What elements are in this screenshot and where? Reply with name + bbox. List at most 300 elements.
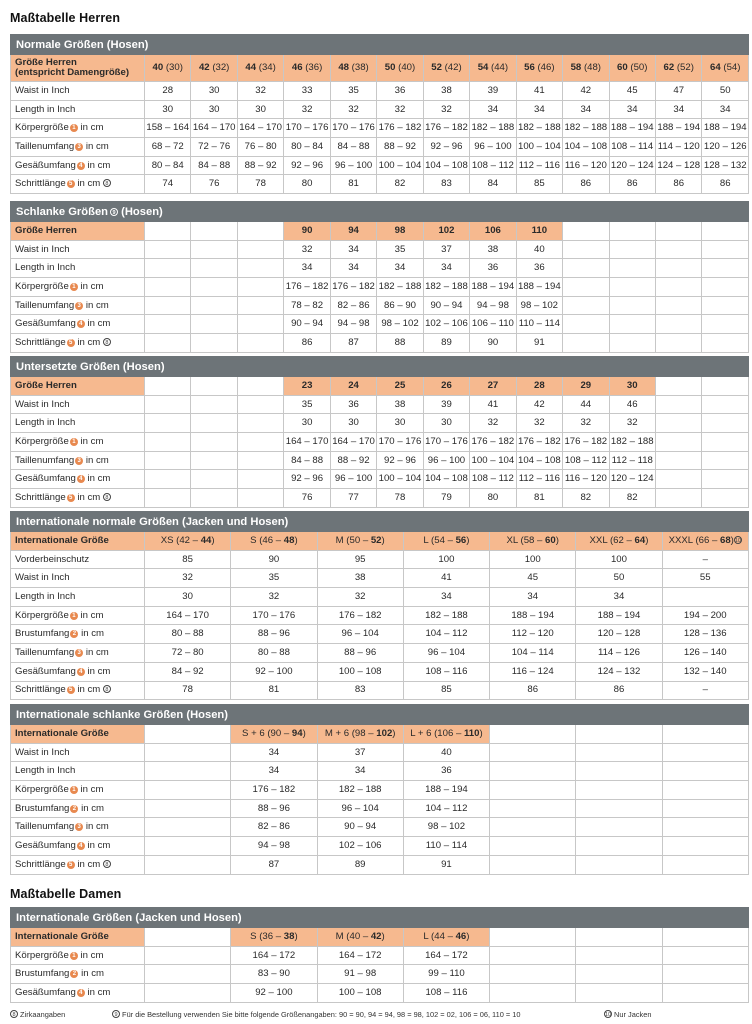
size-suffix: )	[645, 534, 649, 546]
table-cell: 176 – 182	[470, 433, 516, 452]
footnote-ring-icon: 8	[103, 179, 111, 187]
table-cell: 41	[516, 82, 562, 101]
footnote-jackets-only	[604, 1010, 651, 1019]
table-cell: 84 – 88	[284, 451, 330, 470]
row-label-text: Körpergröße	[15, 280, 69, 292]
size-women-equivalent: (46)	[537, 62, 555, 73]
table-cell: 34	[330, 240, 376, 259]
size-header-label-line1: Größe Herren	[15, 57, 77, 68]
table-cell: 188 – 194	[609, 119, 655, 138]
table-cell	[145, 296, 191, 315]
table-cell: 35	[284, 395, 330, 414]
table-cell: 112 – 116	[516, 156, 562, 175]
table-cell: 86	[655, 175, 701, 194]
size-suffix: )	[294, 534, 298, 546]
section-title	[11, 512, 749, 532]
table-cell	[145, 259, 191, 278]
table-cell: 35	[231, 569, 317, 588]
row-label-text: Waist in Inch	[15, 746, 70, 758]
table-row	[11, 855, 749, 874]
size-header-cell	[576, 725, 662, 744]
table-cell	[662, 837, 748, 856]
table-cell: 44	[563, 395, 609, 414]
table-cell: 92 – 96	[377, 451, 423, 470]
table-cell	[191, 414, 237, 433]
row-label	[11, 588, 145, 607]
table-cell	[702, 240, 749, 259]
table-cell: 128 – 132	[702, 156, 749, 175]
row-unit-text: in cm	[84, 839, 111, 851]
table-cell: 94 – 98	[330, 315, 376, 334]
size-suffix: )	[211, 534, 215, 546]
footnote-marker-icon: 2	[70, 630, 78, 638]
table-cell	[145, 743, 231, 762]
row-label-text: Waist in Inch	[15, 84, 70, 96]
size-header-cell	[403, 532, 489, 551]
row-label-text: Brustumfang	[15, 968, 70, 980]
footnote-marker-icon: 4	[77, 320, 85, 328]
table-cell: 112 – 118	[609, 451, 655, 470]
row-label-text: Schrittlänge	[15, 491, 66, 503]
row-unit-text: in cm	[83, 299, 109, 311]
size-header-cell	[662, 532, 748, 551]
table-cell: 83	[317, 681, 403, 700]
women-size-chart-title: Maßtabelle Damen	[10, 887, 122, 901]
table-cell: 104 – 108	[423, 470, 469, 489]
footnote-marker-icon: 5	[67, 494, 75, 502]
table-cell: 164 – 172	[403, 946, 489, 965]
section-title-text: Internationale normale Größen (Jacken und Hosen)	[16, 515, 289, 528]
table-cell: 30	[284, 414, 330, 433]
table-cell: 100 – 108	[317, 984, 403, 1003]
table-cell: 74	[145, 175, 191, 194]
table-cell	[191, 433, 237, 452]
table-cell	[655, 278, 701, 297]
footnote-marker-icon: 1	[70, 124, 78, 132]
footnote-marker-icon: 2	[70, 805, 78, 813]
table-row	[11, 470, 749, 489]
table-cell: 164 – 170	[330, 433, 376, 452]
size-header-cell	[145, 55, 191, 82]
table-cell: 102 – 106	[423, 315, 469, 334]
row-unit-text: in cm	[74, 491, 101, 503]
table-cell	[145, 278, 191, 297]
row-label	[11, 606, 145, 625]
table-cell	[702, 334, 749, 353]
table-cell: 34	[317, 762, 403, 781]
footnote-ring-icon: 9	[110, 208, 118, 216]
table-cell: 89	[317, 855, 403, 874]
table-cell	[662, 946, 748, 965]
section-title-text: Normale Größen (Hosen)	[16, 38, 149, 51]
table-row	[11, 984, 749, 1003]
size-highlight: 64	[634, 534, 646, 546]
row-label-text: Körpergröße	[15, 783, 69, 795]
table-cell: 100 – 104	[516, 138, 562, 157]
table-cell: 85	[516, 175, 562, 194]
table-cell: 81	[330, 175, 376, 194]
table-cell: 182 – 188	[563, 119, 609, 138]
table-cell: 42	[563, 82, 609, 101]
table-cell	[145, 818, 231, 837]
table-cell: 108 – 114	[609, 138, 655, 157]
table-cell: 92 – 96	[284, 470, 330, 489]
table-row	[11, 433, 749, 452]
table-row	[11, 119, 749, 138]
size-women-equivalent: (50)	[630, 62, 648, 73]
table-row	[11, 946, 749, 965]
footnote-marker-icon: 1	[70, 283, 78, 291]
table-cell: 164 – 170	[284, 433, 330, 452]
row-label-text: Schrittlänge	[15, 336, 66, 348]
table-cell: 78	[237, 175, 283, 194]
size-header-cell	[702, 377, 749, 396]
table-row	[11, 451, 749, 470]
size-header-cell	[317, 532, 403, 551]
table-cell	[145, 414, 191, 433]
table-cell	[490, 946, 576, 965]
row-label-text: Taillenumfang	[15, 140, 75, 152]
table-row	[11, 588, 749, 607]
table-cell: 30	[330, 414, 376, 433]
table-cell: 96 – 100	[330, 156, 376, 175]
table-cell: 114 – 120	[655, 138, 701, 157]
size-header-cell	[284, 55, 330, 82]
footnote-ring-icon: 8	[103, 338, 111, 346]
table-cell: 90	[231, 550, 317, 569]
size-header-cell: 23	[284, 377, 330, 396]
size-header-cell	[191, 222, 237, 241]
table-cell	[662, 984, 748, 1003]
table-cell	[655, 451, 701, 470]
table-cell: 100 – 104	[377, 470, 423, 489]
row-label	[11, 296, 145, 315]
table-cell	[237, 470, 283, 489]
size-header-cell	[237, 377, 283, 396]
row-label-text: Taillenumfang	[15, 821, 75, 833]
footnote-ring-icon: 8	[103, 860, 111, 868]
footnote-marker-icon: 4	[77, 162, 85, 170]
size-header-cell	[403, 725, 489, 744]
table-cell	[145, 489, 191, 508]
row-label	[11, 470, 145, 489]
table-cell: 114 – 126	[576, 644, 662, 663]
table-cell: 100 – 104	[377, 156, 423, 175]
size-header-cell: 106	[470, 222, 516, 241]
size-men: 64	[710, 62, 721, 73]
table-cell: 188 – 194	[702, 119, 749, 138]
section-header-row	[11, 357, 749, 377]
size-men: 58	[570, 62, 582, 73]
table-cell: 108 – 112	[563, 451, 609, 470]
table-cell	[237, 315, 283, 334]
table-cell	[655, 395, 701, 414]
table-cell: 99 – 110	[403, 965, 489, 984]
table-cell: 38	[377, 395, 423, 414]
table-cell	[702, 433, 749, 452]
size-highlight: 94	[291, 727, 303, 739]
size-header-cell: 90	[284, 222, 330, 241]
table-cell	[662, 743, 748, 762]
table-cell	[145, 451, 191, 470]
table-cell: 41	[470, 395, 516, 414]
table-cell	[702, 451, 749, 470]
table-cell: 86 – 90	[377, 296, 423, 315]
table-cell: 30	[191, 100, 237, 119]
size-header-cell: 24	[330, 377, 376, 396]
table-cell: 120 – 126	[702, 138, 749, 157]
size-header-cell: 102	[423, 222, 469, 241]
size-header-cell: 110	[516, 222, 562, 241]
table-cell: 55	[662, 569, 748, 588]
table-cell	[191, 451, 237, 470]
size-women-equivalent: (32)	[212, 62, 230, 73]
table-cell: 194 – 200	[662, 606, 748, 625]
table-cell: 110 – 114	[516, 315, 562, 334]
table-cell: 100	[490, 550, 576, 569]
table-cell	[145, 433, 191, 452]
table-row	[11, 644, 749, 663]
table-cell	[490, 762, 576, 781]
row-label	[11, 138, 145, 157]
footnote-ring-icon: 8	[103, 685, 111, 693]
table-cell	[576, 837, 662, 856]
table-cell: 98 – 102	[516, 296, 562, 315]
table-cell	[655, 296, 701, 315]
row-unit-text: in cm	[74, 178, 101, 190]
table-row	[11, 259, 749, 278]
table-cell: 83 – 90	[231, 965, 317, 984]
table-cell: 35	[330, 82, 376, 101]
table-cell: 91	[516, 334, 562, 353]
size-women-equivalent: (52)	[676, 62, 694, 73]
women-sizes-table	[10, 907, 749, 1003]
size-suffix: )	[381, 930, 385, 942]
table-cell: 108 – 112	[470, 470, 516, 489]
table-cell	[576, 946, 662, 965]
table-cell	[237, 489, 283, 508]
table-cell	[662, 965, 748, 984]
size-header-cell	[563, 222, 609, 241]
table-cell	[191, 315, 237, 334]
table-cell: 34	[655, 100, 701, 119]
table-cell: 92 – 100	[231, 662, 317, 681]
table-cell	[609, 315, 655, 334]
section-header-row	[11, 35, 749, 55]
footnote-approx-text: Zirkaangaben	[18, 1010, 66, 1019]
row-label-text: Schrittlänge	[15, 684, 66, 696]
table-cell	[662, 781, 748, 800]
table-cell: 88 – 96	[231, 799, 317, 818]
table-cell: 182 – 188	[423, 278, 469, 297]
row-label	[11, 799, 145, 818]
size-header-label: Größe Herren	[11, 222, 145, 241]
row-label-text: Gesäßumfang	[15, 318, 76, 330]
table-cell	[655, 334, 701, 353]
section-header-row	[11, 202, 749, 222]
table-cell: 87	[231, 855, 317, 874]
size-header-label: Internationale Größe	[11, 928, 145, 947]
table-cell: 88	[377, 334, 423, 353]
table-cell: 36	[403, 762, 489, 781]
size-header-cell	[191, 377, 237, 396]
size-highlight: 38	[283, 930, 295, 942]
size-women-equivalent: (36)	[305, 62, 323, 73]
size-women-equivalent: (30)	[165, 62, 183, 73]
size-header-label	[11, 55, 145, 82]
size-header-row	[11, 222, 749, 241]
table-cell: 86	[576, 681, 662, 700]
table-cell: 104 – 108	[563, 138, 609, 157]
size-header-label: Internationale Größe	[11, 725, 145, 744]
size-men: 40	[152, 62, 164, 73]
row-label	[11, 451, 145, 470]
table-cell	[191, 296, 237, 315]
table-cell	[145, 334, 191, 353]
footnote-ring-icon: 8	[103, 493, 111, 501]
size-header-cell	[576, 532, 662, 551]
size-header-row	[11, 55, 749, 82]
table-cell: 188 – 194	[516, 278, 562, 297]
size-men: 50	[384, 62, 396, 73]
table-cell: –	[662, 550, 748, 569]
size-header-cell	[191, 55, 237, 82]
table-cell	[237, 395, 283, 414]
table-cell: 104 – 108	[516, 451, 562, 470]
size-header-cell	[145, 928, 231, 947]
table-row	[11, 818, 749, 837]
table-cell: 182 – 188	[516, 119, 562, 138]
normal-sizes-table	[10, 34, 749, 194]
table-cell: 104 – 108	[423, 156, 469, 175]
table-cell: 50	[576, 569, 662, 588]
table-cell: 36	[470, 259, 516, 278]
row-label-text: Schrittlänge	[15, 178, 66, 190]
table-cell	[655, 259, 701, 278]
table-cell: 30	[377, 414, 423, 433]
row-unit-text: in cm	[84, 665, 111, 677]
row-label-text: Length in Inch	[15, 417, 76, 429]
table-cell: 176 – 182	[377, 119, 423, 138]
table-cell: 32	[516, 414, 562, 433]
table-cell: 37	[423, 240, 469, 259]
row-label	[11, 240, 145, 259]
table-cell: 46	[609, 395, 655, 414]
table-cell: 100	[576, 550, 662, 569]
row-label-text: Waist in Inch	[15, 572, 70, 584]
table-cell: 96 – 104	[317, 799, 403, 818]
row-label	[11, 334, 145, 353]
short-sizes-table	[10, 356, 749, 508]
row-label-text: Schrittlänge	[15, 858, 66, 870]
table-cell	[490, 781, 576, 800]
table-cell	[191, 489, 237, 508]
table-cell: 116 – 120	[563, 156, 609, 175]
row-label-text: Brustumfang	[15, 628, 70, 640]
table-cell: 182 – 188	[609, 433, 655, 452]
row-label	[11, 433, 145, 452]
table-cell	[563, 240, 609, 259]
size-suffix: )	[466, 534, 470, 546]
size-header-cell	[145, 377, 191, 396]
row-unit-text: in cm	[83, 140, 109, 152]
table-row	[11, 799, 749, 818]
table-cell: 77	[330, 489, 376, 508]
row-label	[11, 175, 145, 194]
table-cell: 86	[702, 175, 749, 194]
size-men: 54	[477, 62, 489, 73]
footnote-marker-icon: 3	[75, 823, 83, 831]
table-cell: 32	[284, 240, 330, 259]
table-cell: 88 – 92	[377, 138, 423, 157]
table-cell: 90	[470, 334, 516, 353]
table-cell: 30	[191, 82, 237, 101]
size-highlight: 52	[370, 534, 382, 546]
size-suffix: )	[466, 930, 470, 942]
table-cell: 36	[516, 259, 562, 278]
table-cell	[490, 984, 576, 1003]
size-women-equivalent: (44)	[491, 62, 509, 73]
footnote-jackets-only-text: Nur Jacken	[612, 1010, 652, 1019]
table-cell	[609, 259, 655, 278]
table-cell: 170 – 176	[423, 433, 469, 452]
footnote-marker-icon: 3	[75, 302, 83, 310]
table-row	[11, 278, 749, 297]
table-cell: 104 – 114	[490, 644, 576, 663]
size-women-equivalent: (34)	[258, 62, 276, 73]
table-cell: 176 – 182	[423, 119, 469, 138]
size-prefix: XXXL (66 –	[668, 534, 720, 546]
table-cell: 32	[231, 588, 317, 607]
size-prefix: L (44 –	[423, 930, 456, 942]
table-cell: 80 – 84	[284, 138, 330, 157]
table-cell	[655, 470, 701, 489]
row-label	[11, 156, 145, 175]
footnote-marker-icon: 3	[75, 649, 83, 657]
table-cell: 34	[490, 588, 576, 607]
table-cell: 78	[145, 681, 231, 700]
table-cell	[563, 296, 609, 315]
row-label	[11, 119, 145, 138]
table-cell	[237, 433, 283, 452]
size-header-cell: 25	[377, 377, 423, 396]
table-row	[11, 138, 749, 157]
footnote-marker-icon: 5	[67, 686, 75, 694]
table-cell	[145, 470, 191, 489]
row-label	[11, 644, 145, 663]
size-header-cell	[662, 928, 748, 947]
row-unit-text: in cm	[83, 646, 109, 658]
table-row	[11, 315, 749, 334]
size-women-equivalent: (48)	[583, 62, 601, 73]
section-title	[11, 202, 749, 222]
size-header-cell	[330, 55, 376, 82]
table-cell: 78 – 82	[284, 296, 330, 315]
size-women-equivalent: (38)	[351, 62, 369, 73]
size-men: 52	[431, 62, 442, 73]
table-cell: 39	[470, 82, 516, 101]
footnote-marker-icon: 1	[70, 786, 78, 794]
table-cell	[702, 470, 749, 489]
size-header-cell	[231, 532, 317, 551]
section-title	[11, 908, 749, 928]
table-cell: 84 – 88	[330, 138, 376, 157]
table-cell: 164 – 170	[145, 606, 231, 625]
row-unit-text: in cm	[77, 280, 104, 292]
table-cell	[191, 278, 237, 297]
table-cell: 38	[317, 569, 403, 588]
table-cell: 80	[470, 489, 516, 508]
